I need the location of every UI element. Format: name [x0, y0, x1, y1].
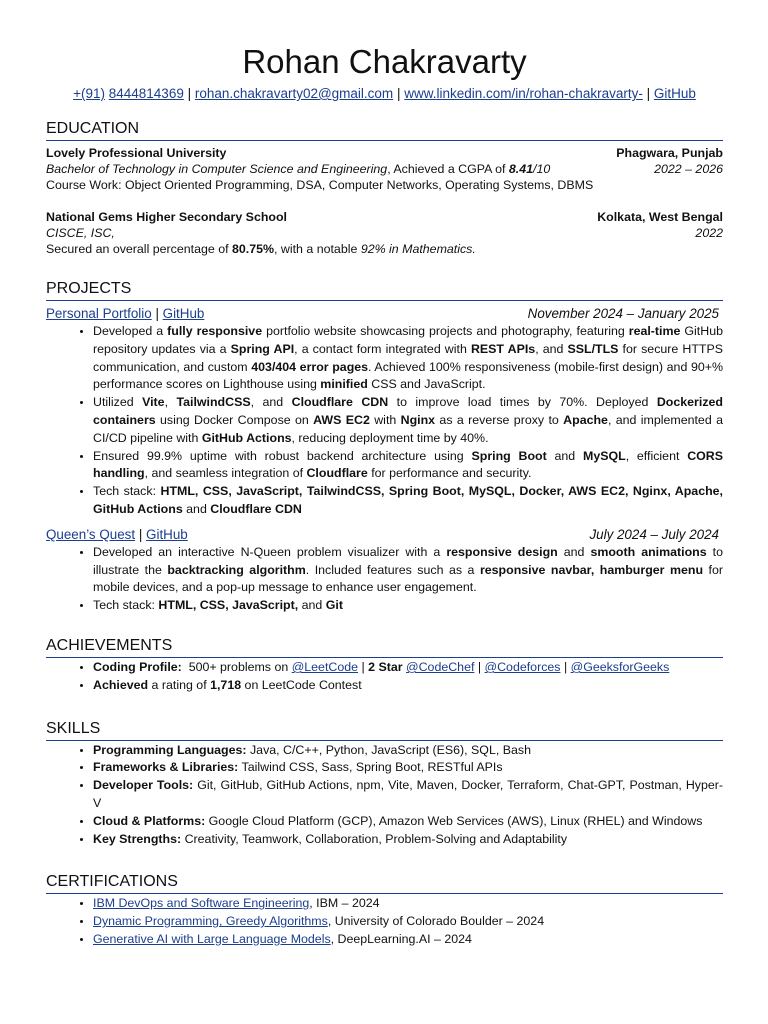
- school-location: Phagwara, Punjab: [616, 146, 723, 160]
- achievements-heading: ACHIEVEMENTS: [46, 636, 723, 658]
- project-title: [46, 525, 188, 544]
- skill-value: Google Cloud Platform (GCP), Amazon Web Services (AWS), Linux (RHEL) and Windows: [208, 813, 703, 828]
- bullet-text: for performance and security.: [367, 466, 532, 481]
- skill-value: Creativity, Teamwork, Collaboration, Problem-Solving and Adaptability: [184, 831, 568, 846]
- bold-text: REST APIs: [470, 341, 536, 356]
- bullet-text: . Included features such as a: [305, 562, 480, 577]
- rating-text-end: on LeetCode Contest: [241, 677, 362, 692]
- degree: CISCE, ISC,: [46, 226, 115, 240]
- leetcode-link[interactable]: @LeetCode: [291, 659, 359, 674]
- bullet-text: . Achieved 100% responsiveness (mobile-first design) and 90+% performance scores on Lighthouse using: [93, 359, 723, 392]
- bullet-text: as a reverse proxy to: [435, 412, 564, 427]
- list-item: [93, 597, 723, 615]
- certificate-link[interactable]: Dynamic Programming, Greedy Algorithms: [93, 914, 328, 929]
- skill-value: Tailwind CSS, Sass, Spring Boot, RESTful APIs: [241, 760, 503, 775]
- linkedin-link[interactable]: www.linkedin.com/in/rohan-chakravarty-: [404, 86, 643, 101]
- project-dates: July 2024 – July 2024: [589, 526, 719, 542]
- bullet-text: GitHub repository updates via a: [93, 324, 723, 356]
- bullet-text: Tech stack:: [93, 484, 161, 499]
- list-item: [93, 742, 723, 760]
- cgpa-suffix: /10: [533, 162, 551, 176]
- bold-text: 403/404 error pages: [251, 359, 369, 374]
- bold-text: AWS EC2: [313, 412, 370, 427]
- project-entry: [46, 304, 723, 519]
- project-dates: November 2024 – January 2025: [527, 306, 719, 321]
- separator: |: [396, 86, 401, 101]
- bullet-text: , and: [535, 341, 568, 356]
- bold-text: Cloudflare CDN: [210, 501, 302, 516]
- school-name: National Gems Higher Secondary School: [46, 210, 287, 224]
- certificate-link[interactable]: Generative AI with Large Language Models: [93, 931, 331, 946]
- bold-text: TailwindCSS: [176, 395, 251, 410]
- email-link[interactable]: rohan.chakravarty02@gmail.com: [194, 86, 394, 101]
- coding-text: 500+ problems on: [188, 659, 289, 674]
- list-item: [93, 813, 723, 831]
- bold-text: responsive design: [446, 544, 558, 559]
- bullet-text: ,: [164, 395, 177, 410]
- rating-value: 1,718: [210, 677, 242, 692]
- resume-page: [46, 40, 723, 949]
- bullet-text: Tech stack:: [93, 598, 159, 613]
- bullet-text: with: [369, 412, 401, 427]
- certifications-list: [46, 895, 723, 948]
- list-item: [93, 831, 723, 849]
- skills-heading: SKILLS: [46, 719, 723, 741]
- skills-list: [46, 742, 723, 849]
- project-github-link[interactable]: GitHub: [162, 306, 205, 321]
- skill-label: Cloud & Platforms:: [93, 813, 206, 828]
- bold-text: fully responsive: [167, 324, 263, 338]
- list-item: [93, 913, 723, 931]
- phone-link[interactable]: 8444814369: [108, 86, 184, 101]
- coursework: Course Work: Object Oriented Programming, DSA, Computer Networks, Operating Systems, DBMS: [46, 178, 594, 192]
- bold-text: Vite: [142, 395, 165, 410]
- certificate-issuer: , DeepLearning.AI – 2024: [330, 931, 472, 946]
- list-item: [93, 448, 723, 484]
- skill-label: Programming Languages:: [93, 742, 247, 757]
- project-bullets: [46, 544, 723, 615]
- candidate-name: Rohan Chakravarty: [242, 43, 527, 80]
- project-github-link[interactable]: GitHub: [146, 526, 188, 542]
- degree: Bachelor of Technology in Computer Science and Engineering: [46, 162, 388, 176]
- bullet-text: and: [182, 501, 211, 516]
- bullet-text: and: [546, 448, 583, 463]
- school-dates: 2022: [695, 226, 723, 240]
- contact-line: [46, 84, 723, 103]
- github-profile-link[interactable]: GitHub: [653, 86, 696, 101]
- certificate-issuer: , IBM – 2024: [309, 896, 380, 911]
- separator: |: [361, 659, 365, 674]
- bullet-text: , efficient: [625, 448, 688, 463]
- degree-line: [46, 161, 550, 177]
- bold-text: Nginx: [400, 412, 436, 427]
- bold-text: Spring Boot: [471, 448, 547, 463]
- bold-text: Apache: [563, 412, 608, 427]
- education-heading: EDUCATION: [46, 119, 723, 141]
- projects-list: [46, 304, 723, 615]
- projects-heading: PROJECTS: [46, 279, 723, 301]
- bullet-text: for mobile devices, and a pop-up message to enhance user engagement.: [93, 562, 723, 595]
- school-name: Lovely Professional University: [46, 146, 227, 160]
- rating-text: a rating of: [148, 677, 211, 692]
- score-prefix: Secured an overall percentage of: [46, 242, 232, 256]
- bold-text: Git: [325, 598, 343, 613]
- project-bullets: [46, 323, 723, 519]
- gfg-link[interactable]: @GeeksforGeeks: [570, 659, 670, 674]
- list-item: [93, 677, 723, 695]
- list-item: [93, 483, 723, 519]
- list-item: [93, 394, 723, 447]
- codeforces-link[interactable]: @Codeforces: [484, 659, 561, 674]
- score-mid: , with a notable: [274, 242, 361, 256]
- codechef-star: 2 Star: [368, 659, 403, 674]
- bold-text: responsive navbar, hamburger menu: [479, 562, 704, 577]
- bullet-text: using Docker Compose on: [155, 412, 314, 427]
- math-score: 92% in Mathematics.: [360, 242, 476, 256]
- score-value: 80.75%: [231, 242, 275, 256]
- bold-text: Dockerized containers: [93, 395, 723, 427]
- bullet-text: and: [557, 544, 591, 559]
- separator: |: [563, 659, 568, 674]
- bold-text: Cloudflare CDN: [291, 395, 389, 410]
- list-item: [93, 759, 723, 777]
- rating-label: Achieved: [93, 677, 149, 692]
- skill-value: Git, GitHub, GitHub Actions, npm, Vite, Maven, Docker, Terraform, Chat-GPT, Postman, Hyper-V: [93, 778, 723, 810]
- bullet-text: Utilized: [93, 395, 143, 410]
- coding-label: Coding Profile:: [93, 659, 182, 674]
- separator: |: [138, 526, 143, 542]
- bold-text: backtracking algorithm: [167, 562, 306, 577]
- certificate-issuer: , University of Colorado Boulder – 2024: [327, 914, 545, 929]
- bold-text: GitHub Actions: [201, 430, 292, 445]
- project-entry: [46, 525, 723, 615]
- bullet-text: and: [298, 598, 326, 613]
- school-location: Kolkata, West Bengal: [597, 210, 723, 224]
- separator: |: [646, 86, 651, 101]
- project-title-row: [46, 304, 723, 323]
- phone-code-link[interactable]: +(91): [73, 86, 105, 101]
- bullet-text: Developed a: [93, 324, 168, 338]
- list-item: [93, 931, 723, 949]
- list-item: [93, 323, 723, 394]
- bullet-text: , and seamless integration of: [144, 466, 307, 481]
- skill-label: Key Strengths:: [93, 831, 182, 846]
- bullet-text: , and implemented a CI/CD pipeline with: [93, 412, 723, 445]
- bullet-text: to improve load times by 70%. Deployed: [388, 395, 657, 410]
- bullet-text: , reducing deployment time by 40%.: [291, 430, 489, 445]
- separator: |: [477, 659, 482, 674]
- cgpa-value: 8.41: [508, 162, 534, 176]
- bullet-text: Ensured 99.9% uptime with robust backend architecture using: [93, 448, 472, 463]
- separator: |: [155, 306, 159, 321]
- bold-text: HTML, CSS, JavaScript,: [158, 598, 299, 613]
- bold-text: SSL/TLS: [567, 341, 619, 356]
- skill-label: Frameworks & Libraries:: [93, 760, 239, 775]
- project-name-link[interactable]: Personal Portfolio: [46, 306, 152, 321]
- skill-label: Developer Tools:: [93, 778, 194, 793]
- achievements-list: [46, 659, 723, 695]
- list-item: [93, 895, 723, 913]
- bold-text: HTML, CSS, JavaScript, TailwindCSS, Spring Boot, MySQL, Docker, AWS EC2, Nginx, Apache, GitHub Actions: [93, 484, 723, 516]
- bold-text: real-time: [628, 324, 681, 338]
- separator: |: [187, 86, 192, 101]
- school-dates: 2022 – 2026: [654, 162, 723, 176]
- codechef-link[interactable]: @CodeChef: [406, 659, 475, 674]
- bold-text: MySQL: [583, 448, 626, 463]
- certifications-heading: CERTIFICATIONS: [46, 872, 723, 894]
- score-line: [46, 241, 723, 257]
- project-title-row: [46, 525, 723, 544]
- bullet-text: for secure HTTPS communication, and custom: [93, 341, 724, 374]
- bullet-text: Developed an interactive N-Queen problem visualizer with a: [93, 544, 447, 559]
- certificate-link[interactable]: IBM DevOps and Software Engineering: [93, 896, 310, 911]
- bold-text: Cloudflare: [306, 466, 368, 481]
- project-name-link[interactable]: Queen’s Quest: [46, 526, 136, 542]
- bold-text: smooth animations: [590, 544, 707, 559]
- skill-value: Java, C/C++, Python, JavaScript (ES6), SQL, Bash: [249, 742, 531, 757]
- bullet-text: to illustrate the: [93, 544, 724, 577]
- bullet-text: , and: [250, 395, 292, 410]
- bullet-text: CSS and JavaScript.: [367, 377, 486, 392]
- education-entry-university: [46, 145, 723, 193]
- list-item: [93, 659, 723, 677]
- bullet-text: , a contact form integrated with: [294, 341, 471, 356]
- list-item: [93, 544, 723, 597]
- cgpa-prefix: , Achieved a CGPA of: [387, 162, 509, 176]
- bullet-text: portfolio website showcasing projects and photography, featuring: [262, 324, 629, 338]
- list-item: [93, 777, 723, 813]
- bold-text: Spring API: [230, 341, 295, 356]
- bold-text: minified: [320, 377, 368, 392]
- education-entry-school: [46, 209, 723, 257]
- bold-text: CORS handling: [93, 448, 724, 481]
- project-title: [46, 304, 204, 323]
